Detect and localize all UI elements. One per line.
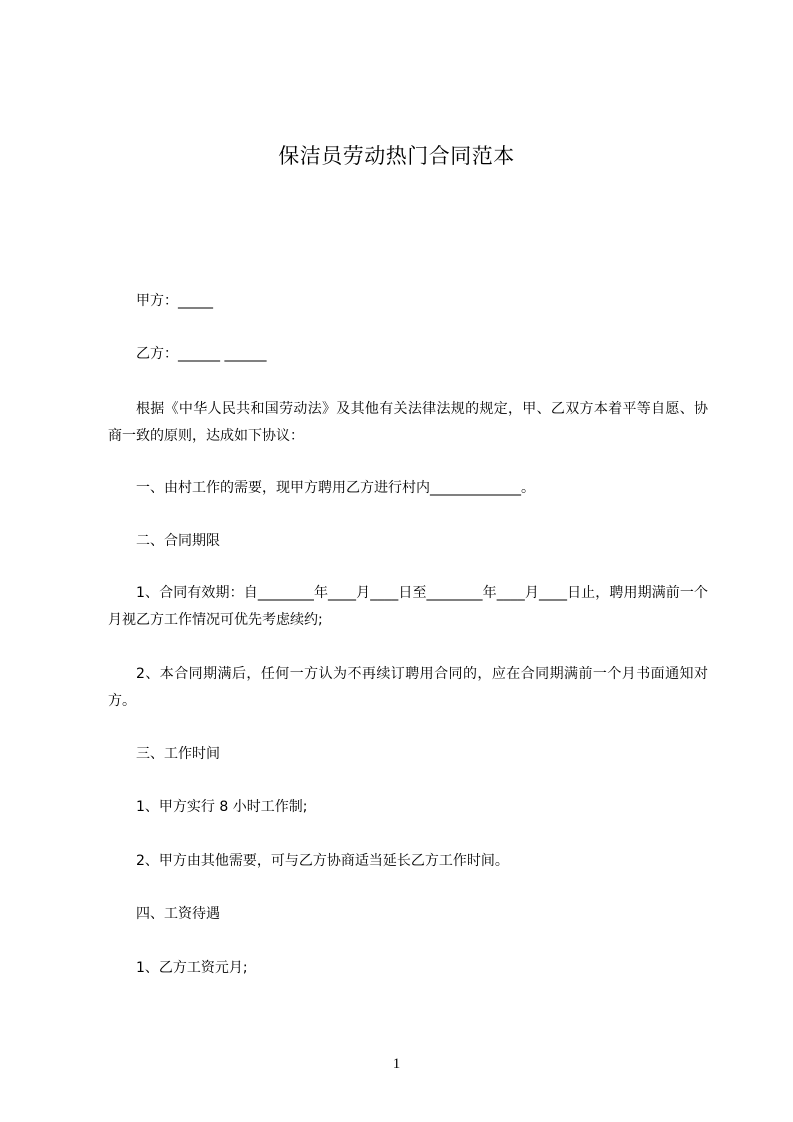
section-2-heading: 二、合同期限 <box>136 533 220 549</box>
section-3-item-2: 2、甲方由其他需要，可与乙方协商适当延长乙方工作时间。 <box>136 853 509 869</box>
preamble-paragraph: 根据《中华人民共和国劳动法》及其他有关法律法规的规定，甲、乙双方本着平等自愿、协商一致的原则，达成如下协议： <box>108 401 708 444</box>
section-3-item-1: 1、甲方实行 8 小时工作制; <box>136 799 308 815</box>
page-number: 1 <box>392 1056 401 1072</box>
clause-1: 一、由村工作的需要，现甲方聘用乙方进行村内_____________。 <box>136 480 535 496</box>
party-b-line: 乙方：______ ______ <box>136 346 267 362</box>
document-title: 保洁员劳动热门合同范本 <box>278 144 515 168</box>
party-a-line: 甲方：_____ <box>136 293 213 309</box>
section-2-item-2: 2、本合同期满后，任何一方认为不再续订聘用合同的，应在合同期满前一个月书面通知对方。 <box>108 666 708 709</box>
section-4-heading: 四、工资待遇 <box>136 906 220 922</box>
section-3-heading: 三、工作时间 <box>136 746 220 762</box>
section-4-item-1: 1、乙方工资元月; <box>136 960 248 976</box>
section-2-item-1: 1、合同有效期：自________年____月____日至________年____月____日止，聘用期满前一个月视乙方工作情况可优先考虑续约; <box>108 585 708 628</box>
